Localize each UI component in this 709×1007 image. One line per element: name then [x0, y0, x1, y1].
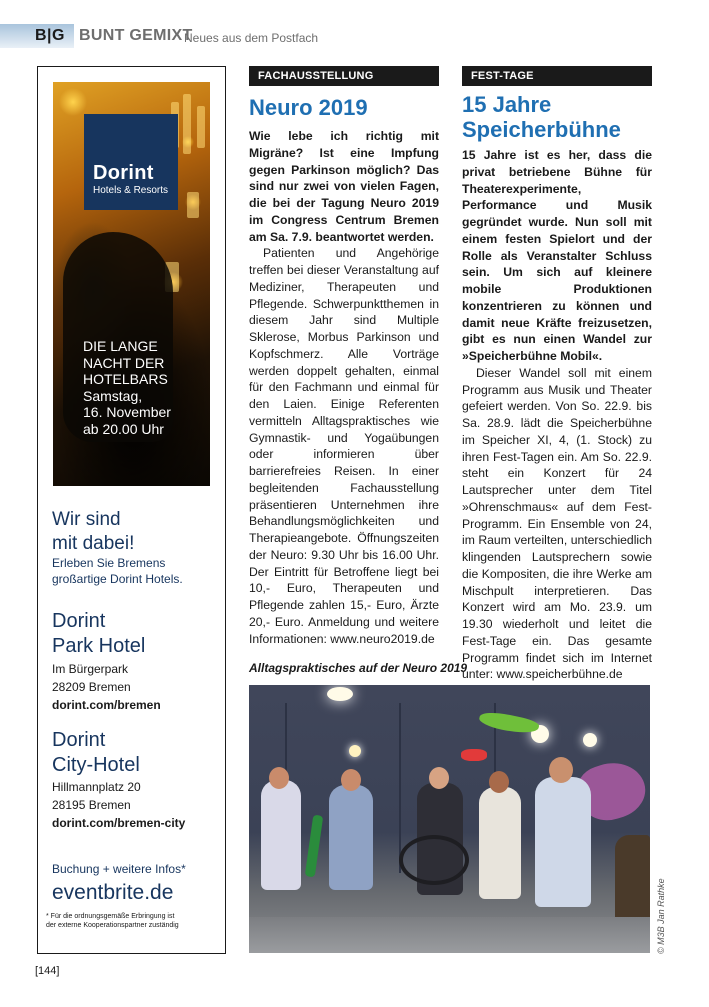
hotel-bar-photo	[53, 82, 210, 486]
ceiling-light	[349, 745, 361, 757]
hotel-address-line: 28195 Bremen	[52, 798, 131, 812]
person	[329, 785, 373, 890]
hotel-address-park	[52, 660, 131, 696]
article-paragraph: Dieser Wandel soll mit einem Programm aus Musik und Theater gefeiert werden. Von So. 22.9. bis Sa. 28.9. lädt die Speicherbühne im Speicher XI, 4, (1. Stock) zu ihren Fest-Tagen ein. Am So. 22.9. steht ein Konzert für 24 Lautsprecher unter dem Titel »Ohrenschmaus« auf dem Fest-Programm. Ein Ensemble von 24, im Raum verteilten, unterschiedlich klingenden Lautsprechern sowie die Kompositen, die ihre Werke am Mischpult interpretieren. Das Konzert wird am Mo. 23.9. um 19.30 wiederholt und leitet die Fest-Tage ein. Das gesamte Programm findet sich im Internet unter: www.speicherbühne.de	[462, 365, 652, 682]
ceiling-light	[327, 687, 353, 701]
hotel-name-line: City-Hotel	[52, 754, 140, 776]
person-head	[341, 769, 361, 791]
hotel-name-line: Dorint	[52, 610, 106, 632]
section-title: BUNT GEMIXT	[79, 27, 193, 44]
hotel-link-city[interactable]: dorint.com/bremen-city	[52, 816, 186, 830]
disclaimer-line: der externe Kooperationspartner zuständig	[46, 922, 179, 929]
ad-join-sub-line: großartige Dorint Hotels.	[52, 572, 183, 586]
photo-caption: Alltagspraktisches auf der Neuro 2019	[249, 661, 468, 675]
article-body-speicherbuehne	[462, 147, 652, 683]
hotel-link-park[interactable]: dorint.com/bremen	[52, 698, 161, 712]
person-head	[269, 767, 289, 789]
booking-info: Buchung + weitere Infos*	[52, 862, 186, 876]
hotel-address-line: 28209 Bremen	[52, 680, 131, 694]
event-line: HOTELBARS	[83, 371, 168, 387]
hotel-name-city	[52, 728, 140, 778]
article-title-neuro: Neuro 2019	[249, 95, 368, 120]
event-photo	[249, 685, 650, 953]
ad-disclaimer	[46, 912, 224, 930]
wall-panel-line	[399, 703, 401, 873]
person	[479, 787, 521, 899]
person-head	[429, 767, 449, 789]
title-line: Speicherbühne	[462, 117, 621, 142]
magazine-logo: B|G	[35, 27, 65, 44]
floor	[249, 917, 650, 953]
glass-graphic	[187, 192, 199, 218]
wheelchair	[399, 835, 469, 885]
event-line: DIE LANGE	[83, 338, 158, 354]
ad-join-line: mit dabei!	[52, 533, 135, 554]
red-scarf	[461, 749, 487, 761]
event-line: ab 20.00 Uhr	[83, 420, 164, 437]
person	[261, 780, 301, 890]
ad-join-subtext	[52, 555, 183, 587]
article-paragraph: Patienten und Angehörige treffen bei dieser Veranstaltung auf Mediziner, Therapeuten und Pflegende. Schwerpunktthemen in diesem Jahr sind Multiple Sklerose, Morbus Parkinson und Kopfschmerz. Alle Vorträge werden doppelt gehalten, einmal für den Fachmann und einmal für den Laien. Einige Referenten vermitteln Alltagspraktisches wie Gymnastik- und Yogaübungen oder informieren über barrierefreies Reisen. In einer begleitenden Fachausstellung präsentieren Unternehmen ihre Behandlungsmöglichkeiten und Therapieangebote. Öffnungszeiten der Neuro: 9.30 Uhr bis 16.00 Uhr. Der Eintritt für Betroffene liegt bei 10,- Euro, Therapeuten und Pflegende zahlen 15,- Euro, Ärzte 20,- Euro. Anmeldung und weitere Informationen: www.neuro2019.de	[249, 246, 439, 646]
dorint-advertisement	[37, 66, 226, 954]
booking-link[interactable]: eventbrite.de	[52, 881, 174, 904]
hotel-name-line: Dorint	[52, 729, 106, 751]
photo-credit: © M3B Jan Rathke	[656, 878, 666, 954]
disclaimer-line: * Für die ordnungsgemäße Erbringung ist	[46, 913, 175, 920]
article-lead: 15 Jahre ist es her, dass die privat betriebene Bühne für Theaterexperimente, Performance und Musik gegründet wurde. Nun soll mit einem festen Spielort und der Rolle als Veranstalter Schluss sein. Um sich auf kleinere mobile Produktionen konzentrieren zu können und damit neue Kräfte freizusetzen, gibt es nun einen Wandel zur »Speicherbühne Mobil«.	[462, 148, 652, 363]
ad-join-heading	[52, 508, 134, 556]
article-body-neuro	[249, 128, 439, 647]
hotel-name-line: Park Hotel	[52, 635, 146, 657]
page-number: [144]	[35, 965, 60, 977]
person	[615, 835, 650, 925]
article-title-speicherbuehne	[462, 92, 621, 142]
dorint-brand-tagline: Hotels & Resorts	[93, 185, 169, 196]
event-line: NACHT DER	[83, 354, 165, 371]
dorint-brand-name: Dorint	[93, 162, 154, 184]
event-line: Samstag,	[83, 387, 143, 404]
title-line: 15 Jahre	[462, 92, 552, 117]
person	[535, 777, 591, 907]
section-subtitle: Neues aus dem Postfach	[184, 31, 319, 45]
bottle-graphic	[197, 106, 205, 148]
event-line: 16. November	[83, 404, 171, 420]
ad-join-sub-line: Erleben Sie Bremens	[52, 556, 166, 570]
hotel-address-line: Hillmannplatz 20	[52, 780, 141, 794]
article-kicker-neuro: FACHAUSSTELLUNG	[249, 66, 439, 86]
hotel-name-park	[52, 609, 145, 659]
hotel-address-line: Im Bürgerpark	[52, 662, 129, 676]
article-kicker-speicherbuehne: FEST-TAGE	[462, 66, 652, 86]
person-head	[549, 757, 573, 783]
dorint-logo	[84, 114, 178, 210]
bottle-graphic	[183, 94, 191, 154]
article-lead: Wie lebe ich richtig mit Migräne? Ist eine Impfung gegen Parkinson möglich? Das sind nur zwei von vielen Fagen, die bei der Tagung Neuro 2019 im Congress Centrum Bremen am Sa. 7.9. beantwortet werden.	[249, 129, 439, 244]
ad-join-line: Wir sind	[52, 509, 121, 530]
person-head	[489, 771, 509, 793]
event-announcement	[83, 338, 208, 437]
ceiling-light	[583, 733, 597, 747]
hotel-address-city	[52, 778, 141, 814]
green-scarf	[305, 815, 324, 878]
